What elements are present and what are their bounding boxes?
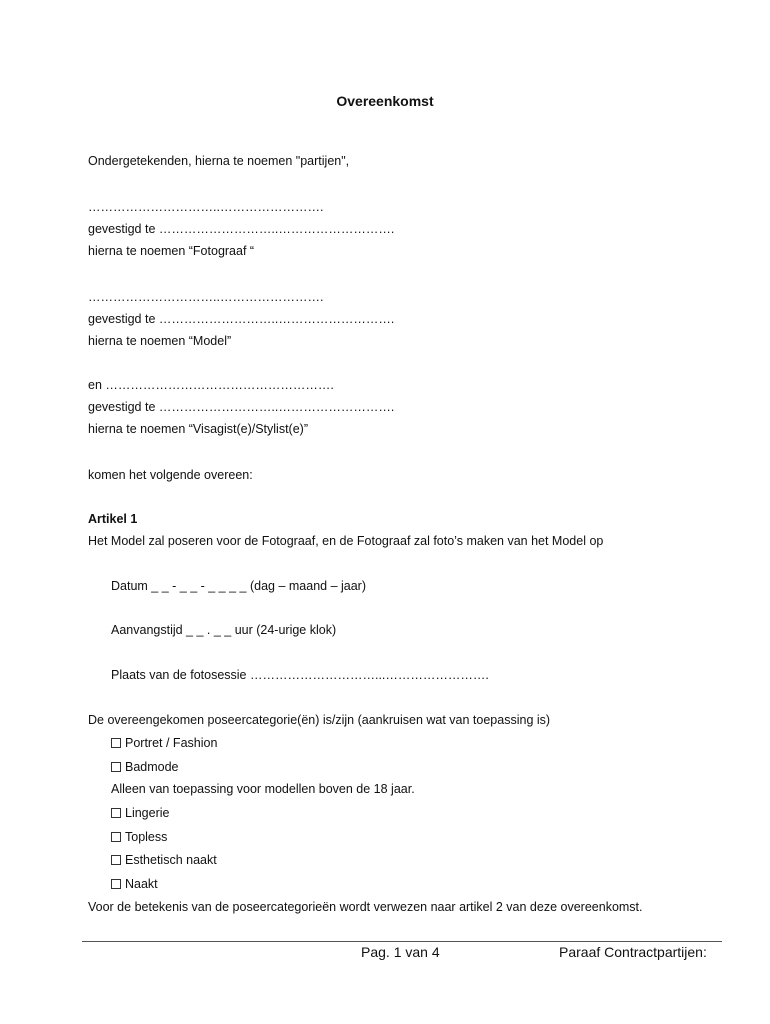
document-title: Overeenkomst (336, 93, 434, 109)
category-label: Topless (125, 830, 168, 844)
date-field: Datum _ _ - _ _ - _ _ _ _ (dag – maand – jaar) (111, 579, 366, 593)
category-naakt[interactable] (111, 876, 158, 892)
category-badmode[interactable] (111, 759, 179, 775)
adult-note: Alleen van toepassing voor modellen boven de 18 jaar. (111, 782, 415, 796)
category-label: Esthetisch naakt (125, 853, 217, 867)
category-label: Naakt (125, 877, 158, 891)
party1-name-field: …………………………..……………………. (88, 200, 324, 214)
initials-label: Paraaf Contractpartijen: (559, 944, 707, 960)
party2-name-field: …………………………..……………………. (88, 290, 324, 304)
party3-name-field: en ………………………………………………. (88, 378, 334, 392)
start-time-field: Aanvangstijd _ _ . _ _ uur (24-urige klok) (111, 623, 337, 637)
category-label: Portret / Fashion (125, 736, 218, 750)
checkbox-icon (111, 832, 121, 842)
categories-intro: De overeengekomen poseercategorie(ën) is/zijn (aankruisen wat van toepassing is) (88, 713, 551, 727)
party2-alias: hierna te noemen “Model” (88, 334, 232, 348)
checkbox-icon (111, 879, 121, 889)
category-esthetisch-naakt[interactable] (111, 852, 217, 868)
category-topless[interactable] (111, 829, 167, 845)
article1-heading: Artikel 1 (88, 512, 138, 526)
checkbox-icon (111, 808, 121, 818)
location-field: Plaats van de fotosessie …………………………...……………………. (111, 668, 489, 682)
category-label: Badmode (125, 760, 179, 774)
agreement-statement: komen het volgende overeen: (88, 468, 253, 482)
party3-location-field: gevestigd te ………………………..………………………. (88, 400, 395, 414)
party3-alias: hierna te noemen “Visagist(e)/Stylist(e)” (88, 422, 308, 436)
footer-divider (82, 941, 722, 942)
party1-alias: hierna te noemen “Fotograaf “ (88, 244, 255, 258)
category-lingerie[interactable] (111, 805, 169, 821)
party1-location-field: gevestigd te ………………………..………………………. (88, 222, 395, 236)
checkbox-icon (111, 738, 121, 748)
party2-location-field: gevestigd te ………………………..………………………. (88, 312, 395, 326)
category-label: Lingerie (125, 806, 170, 820)
categories-reference: Voor de betekenis van de poseercategorieën wordt verwezen naar artikel 2 van deze overeenkomst. (88, 900, 643, 914)
checkbox-icon (111, 762, 121, 772)
checkbox-icon (111, 855, 121, 865)
page-number: Pag. 1 van 4 (361, 944, 440, 960)
intro-text: Ondergetekenden, hierna te noemen "partijen", (88, 154, 350, 168)
article1-text: Het Model zal poseren voor de Fotograaf, en de Fotograaf zal foto’s maken van het Model op (88, 534, 604, 548)
category-portret-fashion[interactable] (111, 735, 217, 751)
